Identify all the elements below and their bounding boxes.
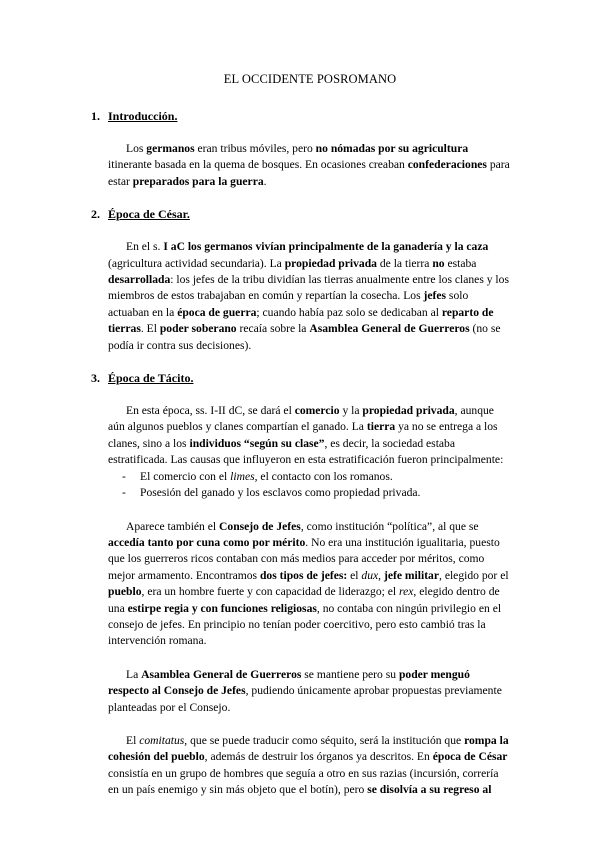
text-run: , elegido dentro de una <box>108 585 500 615</box>
text-run: El comercio con el <box>140 469 231 483</box>
section-title: Época de César. <box>108 207 190 222</box>
section-heading <box>91 371 495 386</box>
paragraph-intro <box>108 403 512 469</box>
paragraph <box>108 667 512 716</box>
text-run: itinerante basada en la quema de bosques. En ocasiones creaban <box>108 158 408 172</box>
text-run: , como institución “política”, al que se <box>300 519 479 533</box>
bold-run: poder menguó respecto al Consejo de Jefes <box>108 667 470 698</box>
section-epoca-cesar <box>91 207 512 354</box>
bold-run: no <box>432 256 445 270</box>
paragraph <box>108 141 512 190</box>
bold-run: propiedad privada <box>362 404 455 418</box>
text-run: de la tierra <box>376 256 433 270</box>
bold-run: jefe militar <box>383 568 440 582</box>
section-title: Época de Tácito. <box>108 371 194 386</box>
list-item-text <box>140 469 393 485</box>
paragraph <box>108 519 512 650</box>
text-run: eran tribus móviles, pero <box>194 142 316 155</box>
section-number: 1. <box>91 109 100 123</box>
text-run: , además de destruir los órganos ya descritos. En <box>204 750 433 764</box>
bold-run: poder soberano <box>159 322 237 336</box>
bold-run: propiedad privada <box>284 256 377 270</box>
paragraph <box>108 733 512 799</box>
text-run: ; cuando había paz solo se dedicaban al <box>256 305 442 319</box>
text-run: , pudiendo únicamente aprobar propuestas previamente planteadas por el Consejo. <box>108 684 502 714</box>
section-epoca-tacito <box>91 371 512 799</box>
text-run: se mantiene pero su <box>301 667 399 681</box>
bold-run: jefes <box>423 289 447 303</box>
document-title: EL OCCIDENTE POSROMANO <box>223 72 397 86</box>
text-run: Aparece también el <box>126 519 220 533</box>
section-introduccion <box>91 109 512 190</box>
bold-run: confederaciones <box>407 158 487 172</box>
text-run: , es decir, la sociedad estaba estratificada. Las causas que influyeron en esta estratificación fueron principalmente: <box>108 436 504 467</box>
text-run: para estar <box>108 158 510 188</box>
bold-run: estirpe regia y con funciones religiosas <box>127 601 317 615</box>
text-run: Los <box>126 142 147 155</box>
text-run: . No era una institución igualitaria, puesto que los guerreros ricos contaban con más medios para acceder por méritos, como mejor armamento. Encontramos <box>108 535 500 582</box>
bold-run: época de guerra <box>177 305 257 319</box>
bold-run: germanos <box>146 142 195 155</box>
text-run: , el contacto con los romanos. <box>254 469 393 483</box>
section-number: 3. <box>91 371 100 386</box>
bold-run: pueblo <box>108 585 142 599</box>
text-run: consistía en un grupo de hombres que seguía a otro en sus razias (incursión, correría en un país enemigo y sin más objeto que el botín), pero <box>108 766 499 797</box>
bold-run: época de César <box>432 750 508 764</box>
text-run: , aunque aún algunos pueblos y clanes compartían el ganado. La <box>108 404 494 434</box>
text-run: : los jefes de la tribu dividían las tierras anualmente entre los clanes y los miembros de estos trabajaban en común y repartían la cosecha. Los <box>108 273 509 303</box>
section-heading <box>91 207 495 222</box>
bold-run: comercio <box>294 404 340 418</box>
section-heading <box>91 109 495 124</box>
text-run: y la <box>339 404 363 418</box>
text-run: , <box>378 568 384 582</box>
list-item: - El comercio con el limes, el contacto con los romanos. <box>108 469 512 485</box>
text-run: El <box>126 733 140 747</box>
bold-run: dos tipos de jefes: <box>259 568 348 582</box>
bold-run: se disolvía a su regreso al <box>367 783 492 797</box>
bold-run: accedía tanto por cuna como por mérito <box>108 535 306 549</box>
list-item-text <box>140 485 420 501</box>
text-run: (agricultura actividad secundaria). La <box>108 256 285 270</box>
bullet-list <box>108 469 512 502</box>
paragraph <box>108 239 512 354</box>
text-run: En el s. <box>126 240 164 254</box>
text-run: , que se puede traducir como séquito, será la institución que <box>184 733 465 747</box>
bold-run: no nómadas por su agricultura <box>315 142 469 155</box>
section-number: 2. <box>91 207 100 222</box>
text-run: , era un hombre fuerte y con capacidad de liderazgo; el <box>141 585 400 599</box>
bold-run: Consejo de Jefes <box>219 519 301 533</box>
text-run: Posesión del ganado y los esclavos como propiedad privada. <box>140 486 421 500</box>
text-run: En esta época, ss. I-II dC, se dará el <box>126 404 295 418</box>
bold-run: Asamblea General de Guerreros <box>141 667 302 681</box>
text-run: , elegido por el <box>439 568 509 582</box>
list-item: - Posesión del ganado y los esclavos como propiedad privada. <box>108 485 512 501</box>
bold-run: rompa la cohesión del pueblo <box>108 733 509 764</box>
text-run: , no contaba con ningún privilegio en el consejo de jefes. En principio no tenían poder coercitivo, pero esto cambió tras la intervención romana. <box>108 601 502 648</box>
bold-run: desarrollada <box>108 273 171 287</box>
bold-run: preparados para la guerra <box>132 174 264 188</box>
text-run: estaba <box>444 256 477 270</box>
italic-run: comitatus <box>139 733 185 747</box>
text-run: La <box>126 667 142 681</box>
bold-run: reparto de tierras <box>108 305 494 336</box>
text-run: (no se podía ir contra sus decisiones). <box>108 322 501 352</box>
text-run: . El <box>140 322 160 336</box>
italic-run: dux <box>361 568 379 582</box>
bold-run: individuos “según su clase” <box>189 436 325 450</box>
text-run: ya no se entrega a los clanes, sino a los <box>108 420 498 450</box>
bold-run: tierra <box>366 420 396 434</box>
italic-run: rex <box>399 585 414 599</box>
text-run: recaía sobre la <box>236 322 310 336</box>
section-title: Introducción. <box>108 109 178 123</box>
bold-run: Asamblea General de Guerreros <box>309 322 470 336</box>
text-run: solo actuaban en la <box>108 289 469 319</box>
text-run: el <box>347 568 362 582</box>
bold-run: I aC los germanos vivían principalmente de la ganadería y la caza <box>163 240 489 254</box>
italic-run: limes <box>230 469 255 483</box>
text-run: . <box>263 174 267 188</box>
